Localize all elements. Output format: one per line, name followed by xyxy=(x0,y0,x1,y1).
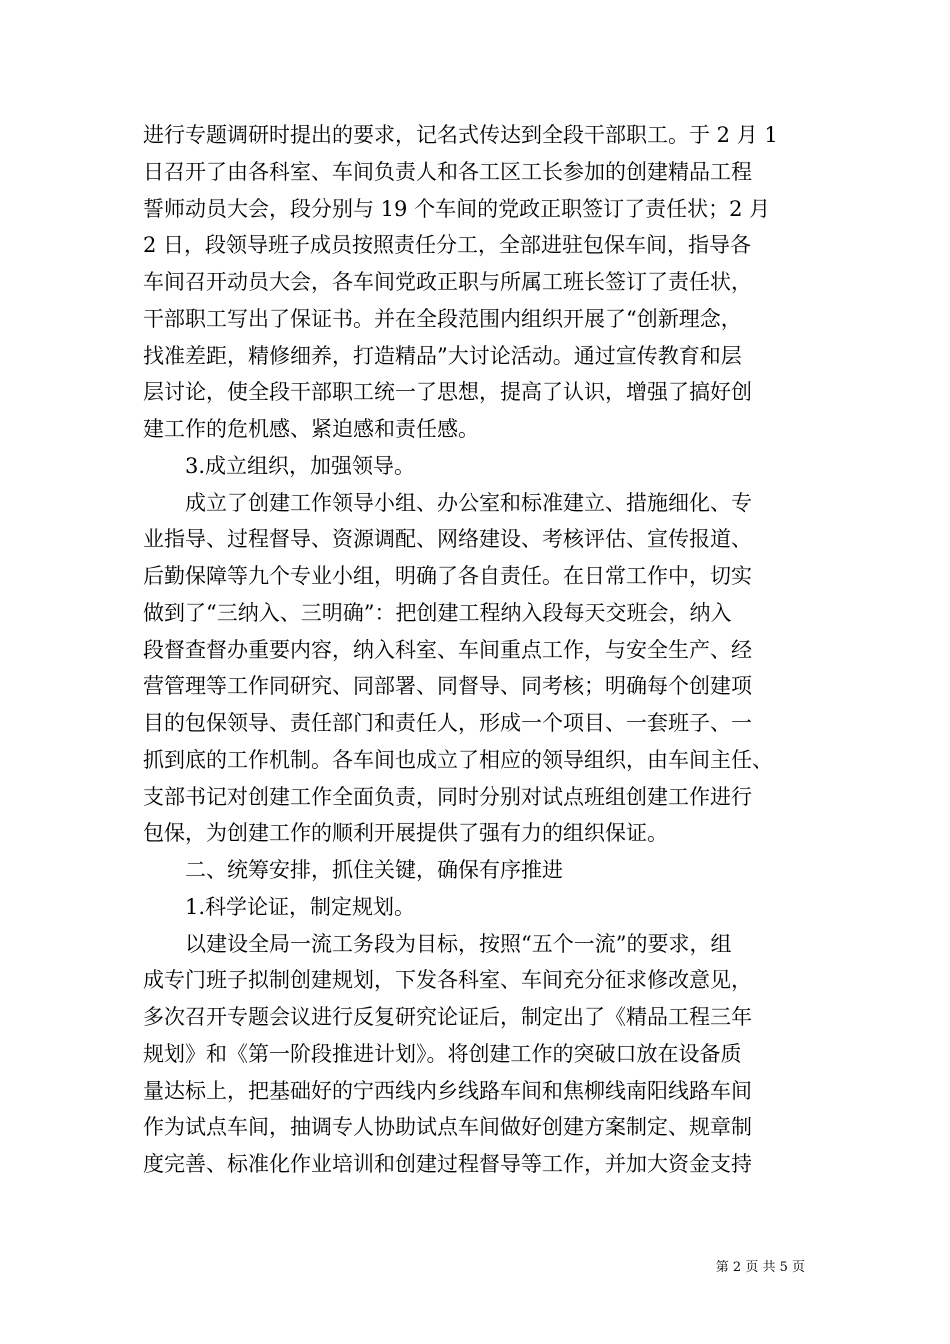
text-line: 层讨论，使全段干部职工统一了思想，提高了认识，增强了搞好创 xyxy=(143,380,752,405)
text-line: 1.科学论证，制定规划。 xyxy=(185,894,416,919)
text-line: 车间召开动员大会，各车间党政正职与所属工班长签订了责任状， xyxy=(143,270,752,294)
text-line: 日召开了由各科室、车间负责人和各工区工长参加的创建精品工程 xyxy=(143,159,752,184)
text-line: 做到了“三纳入、三明确”：把创建工程纳入段每天交班会，纳入 xyxy=(143,600,732,625)
text-line: 多次召开专题会议进行反复研究论证后，制定出了《精品工程三年 xyxy=(143,1005,752,1029)
text-line: 建工作的危机感、紧迫感和责任感。 xyxy=(143,417,479,441)
text-line: 后勤保障等九个专业小组，明确了各自责任。在日常工作中，切实 xyxy=(143,564,752,588)
text-line: 干部职工写出了保证书。并在全段范围内组织开展了“创新理念， xyxy=(143,306,742,331)
text-line: 业指导、过程督导、资源调配、网络建设、考核评估、宣传报道、 xyxy=(143,527,752,552)
text-line: 支部书记对创建工作全面负责，同时分别对试点班组创建工作进行 xyxy=(143,784,752,809)
text-line: 成专门班子拟制创建规划，下发各科室、车间充分征求修改意见， xyxy=(143,968,752,993)
text-line: 成立了创建工作领导小组、办公室和标准建立、措施细化、专 xyxy=(185,490,752,515)
text-line: 作为试点车间，抽调专人协助试点车间做好创建方案制定、规章制 xyxy=(143,1115,752,1140)
text-line: 营管理等工作同研究、同部署、同督导、同考核；明确每个创建项 xyxy=(143,674,752,699)
text-line: 二、统筹安排，抓住关键，确保有序推进 xyxy=(185,858,563,882)
text-line: 找准差距，精修细养，打造精品”大讨论活动。通过宣传教育和层 xyxy=(143,343,742,368)
document-body xyxy=(143,117,807,1183)
text-line: 规划》和《第一阶段推进计划》。将创建工作的突破口放在设备质 xyxy=(143,1041,742,1066)
text-line: 进行专题调研时提出的要求，记名式传达到全段干部职工。于 2 月 1 xyxy=(143,123,778,147)
text-line: 3.成立组织，加强领导。 xyxy=(185,453,416,478)
text-line: 量达标上，把基础好的宁西线内乡线路车间和焦柳线南阳线路车间 xyxy=(143,1078,752,1103)
text-line: 段督查督办重要内容，纳入科室、车间重点工作，与安全生产、经 xyxy=(143,637,752,662)
text-line: 目的包保领导、责任部门和责任人，形成一个项目、一套班子、一 xyxy=(143,711,752,735)
text-line: 以建设全局一流工务段为目标，按照“五个一流”的要求，组 xyxy=(185,931,732,956)
text-line: 度完善、标准化作业培训和创建过程督导等工作，并加大资金支持 xyxy=(143,1152,752,1176)
text-line: 抓到底的工作机制。各车间也成立了相应的领导组织，由车间主任、 xyxy=(143,747,773,772)
text-line: 包保，为创建工作的顺利开展提供了强有力的组织保证。 xyxy=(143,821,668,846)
text-line: 誓师动员大会，段分别与 19 个车间的党政正职签订了责任状；2 月 xyxy=(143,196,771,221)
text-line: 2 日，段领导班子成员按照责任分工，全部进驻包保车间，指导各 xyxy=(143,233,752,258)
page-number: 第 2 页 共 5 页 xyxy=(715,1260,805,1275)
